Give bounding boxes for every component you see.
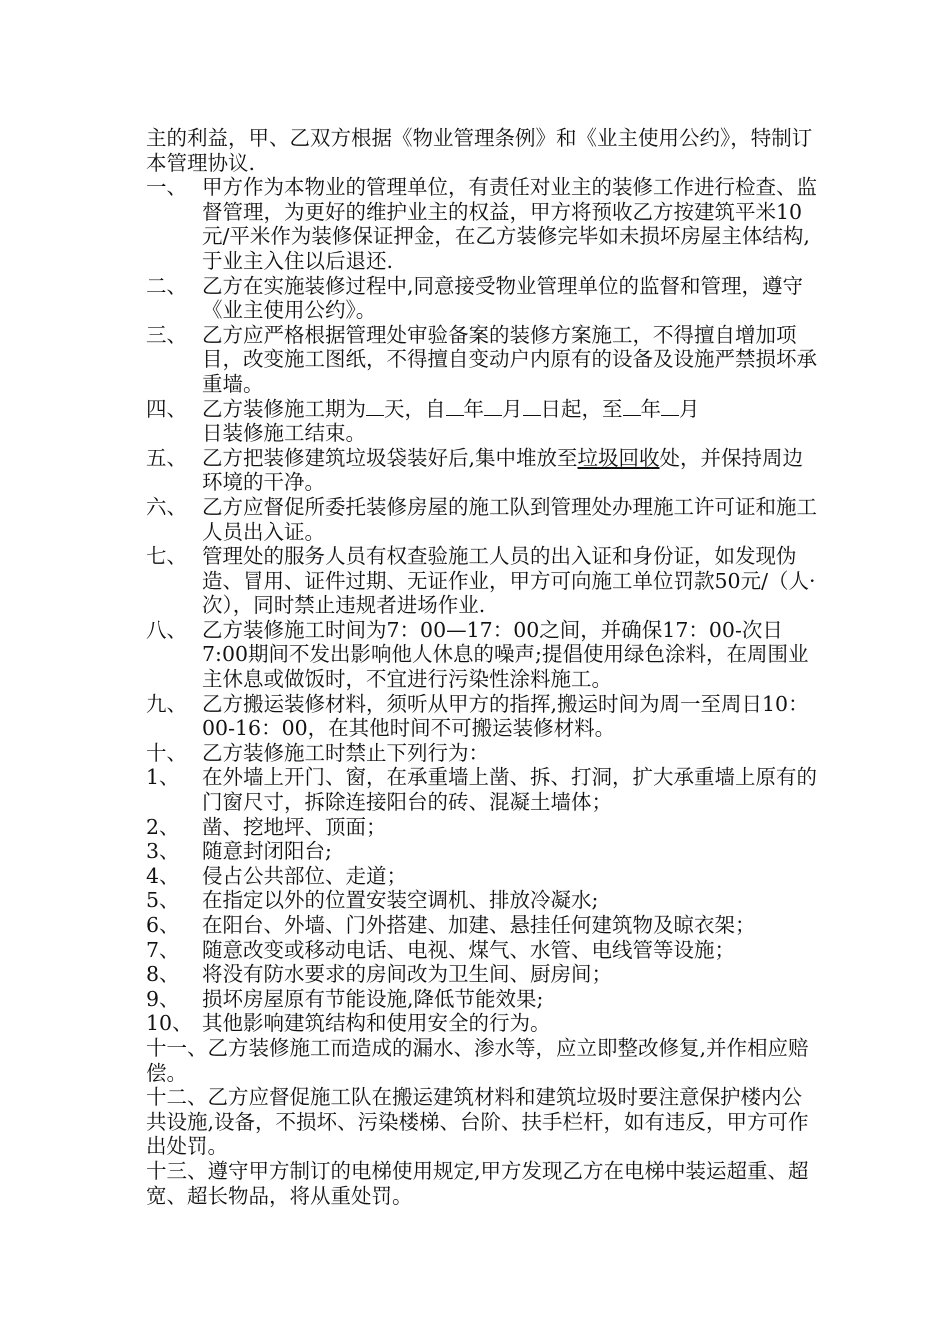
clause-text: 乙方装修施工时禁止下列行为： <box>202 740 489 765</box>
clause-text-part: 年 <box>640 396 661 421</box>
clause-text: 乙方应严格根据管理处审验备案的装修方案施工，不得擅自增加项目，改变施工图纸，不得擅自变动户内原有的设备及设施严禁损坏承重墙。 <box>202 322 817 396</box>
sub-item-2 <box>146 815 818 840</box>
sub-item-7 <box>146 938 818 963</box>
clause-10 <box>146 741 818 766</box>
clause-number: 六、 <box>146 494 187 519</box>
sub-item-number: 7、 <box>146 937 180 962</box>
clause-text-part: 天，自 <box>384 396 446 421</box>
clause-number: 五、 <box>146 445 187 470</box>
sub-item-number: 8、 <box>146 962 180 987</box>
document-body <box>146 126 818 1208</box>
sub-item-text: 凿、挖地坪、顶面； <box>202 814 387 839</box>
clause-text: 乙方装修施工时间为7：00—17：00之间，并确保17：00-次日7:00期间不发出影响他人休息的噪声;提倡使用绿色涂料，在周围业主休息或做饭时，不宜进行污染性涂料施工。 <box>202 617 809 692</box>
sub-item-number: 2、 <box>146 814 180 839</box>
clause-text <box>202 397 818 446</box>
sub-item-5 <box>146 888 818 913</box>
blank-days <box>366 397 384 416</box>
sub-item-1 <box>146 765 818 814</box>
sub-item-number: 10、 <box>146 1011 193 1036</box>
clause-number: 二、 <box>146 273 187 298</box>
clause-text: 管理处的服务人员有权查验施工人员的出入证和身份证，如发现伪造、冒用、证件过期、无证作业，甲方可向施工单位罚款50元/（人·次），同时禁止违规者进场作业. <box>202 544 816 618</box>
clause-text: 乙方应督促所委托装修房屋的施工队到管理处办理施工许可证和施工人员出入证。 <box>202 494 817 544</box>
sub-item-text: 损坏房屋原有节能设施,降低节能效果; <box>202 986 544 1011</box>
clause-13: 十三、遵守甲方制订的电梯使用规定,甲方发现乙方在电梯中装运超重、超宽、超长物品，将从重处罚。 <box>146 1158 809 1208</box>
sub-item-text: 随意改变或移动电话、电视、煤气、水管、电线管等设施； <box>202 937 735 962</box>
sub-item-number: 3、 <box>146 839 180 864</box>
sub-item-text: 侵占公共部位、走道； <box>202 863 407 888</box>
intro-paragraph: 主的利益，甲、乙双方根据《物业管理条例》和《业主使用公约》，特制订本管理协议. <box>146 126 813 175</box>
clause-text-part: 乙方把装修建筑垃圾袋装好后,集中堆放至 <box>202 445 578 470</box>
clause-3 <box>146 323 818 397</box>
clause-7 <box>146 544 818 618</box>
clause-2 <box>146 274 818 323</box>
clause-number: 一、 <box>146 175 187 200</box>
sub-item-number: 6、 <box>146 913 180 937</box>
clause-text-part: 日起，至 <box>540 396 623 421</box>
clause-text: 乙方在实施装修过程中,同意接受物业管理单位的监督和管理，遵守《业主使用公约》。 <box>202 273 804 323</box>
sub-item-text: 随意封闭阳台; <box>202 839 332 864</box>
clause-number: 九、 <box>146 691 187 716</box>
clause-number: 八、 <box>146 617 187 642</box>
sub-item-text: 在指定以外的位置安装空调机、排放冷凝水; <box>202 888 599 913</box>
clause-number: 七、 <box>146 544 187 569</box>
clause-text-part: 年 <box>463 396 484 421</box>
sub-item-number: 1、 <box>146 765 180 790</box>
sub-item-10 <box>146 1011 818 1036</box>
clause-9 <box>146 692 818 741</box>
clause-text-part: 日装修施工结束。 <box>202 421 366 446</box>
clause-text <box>202 446 818 495</box>
clause-number: 十、 <box>146 740 187 765</box>
sub-item-3 <box>146 839 818 864</box>
underlined-term: 垃圾回收 <box>577 445 660 470</box>
sub-item-number: 5、 <box>146 888 180 913</box>
sub-item-text: 在阳台、外墙、门外搭建、加建、悬挂任何建筑物及晾衣架； <box>202 913 756 937</box>
clause-text-part: 处，并保持周边环境的干净。 <box>202 445 804 495</box>
clause-8 <box>146 618 818 692</box>
clause-1 <box>146 175 818 273</box>
clause-6 <box>146 495 818 544</box>
sub-item-text: 在外墙上开门、窗，在承重墙上凿、拆、打洞，扩大承重墙上原有的门窗尺寸，拆除连接阳台的砖、混凝土墙体； <box>202 765 817 815</box>
clause-text-part: 月 <box>502 396 523 421</box>
clause-number: 三、 <box>146 322 187 347</box>
clause-text: 乙方搬运装修材料，须听从甲方的指挥,搬运时间为周一至周日10：00-16：00，在其他时间不可搬运装修材料。 <box>202 691 809 741</box>
clause-5 <box>146 446 818 495</box>
sub-item-4 <box>146 864 818 889</box>
clause-12: 十二、乙方应督促施工队在搬运建筑材料和建筑垃圾时要注意保护楼内公共设施,设备，不损坏、污染楼梯、台阶、扶手栏杆，如有违反，甲方可作出处罚。 <box>146 1085 809 1159</box>
clause-11: 十一、乙方装修施工而造成的漏水、渗水等，应立即整改修复,并作相应赔偿。 <box>146 1035 809 1085</box>
sub-item-text: 将没有防水要求的房间改为卫生间、厨房间； <box>202 962 612 987</box>
blank-start-year <box>446 397 464 416</box>
sub-item-9 <box>146 987 818 1012</box>
sub-item-6 <box>146 913 818 938</box>
clause-text-part: 月 <box>679 396 700 421</box>
blank-end-year <box>623 397 641 416</box>
clause-text-part: 乙方装修施工期为 <box>202 396 366 421</box>
sub-item-number: 9、 <box>146 986 180 1011</box>
sub-item-8 <box>146 962 818 987</box>
clause-text: 甲方作为本物业的管理单位，有责任对业主的装修工作进行检查、监督管理，为更好的维护业主的权益，甲方将预收乙方按建筑平米10元/平米作为装修保证押金，在乙方装修完毕如未损坏房屋主体结构,于业主入住以后退还. <box>202 175 817 273</box>
blank-start-month <box>484 397 502 416</box>
sub-item-text: 其他影响建筑结构和使用安全的行为。 <box>202 1011 551 1036</box>
clause-4 <box>146 397 818 446</box>
clause-number: 四、 <box>146 396 187 421</box>
blank-start-day <box>523 397 541 416</box>
sub-item-number: 4、 <box>146 863 180 888</box>
blank-end-month <box>661 397 679 416</box>
